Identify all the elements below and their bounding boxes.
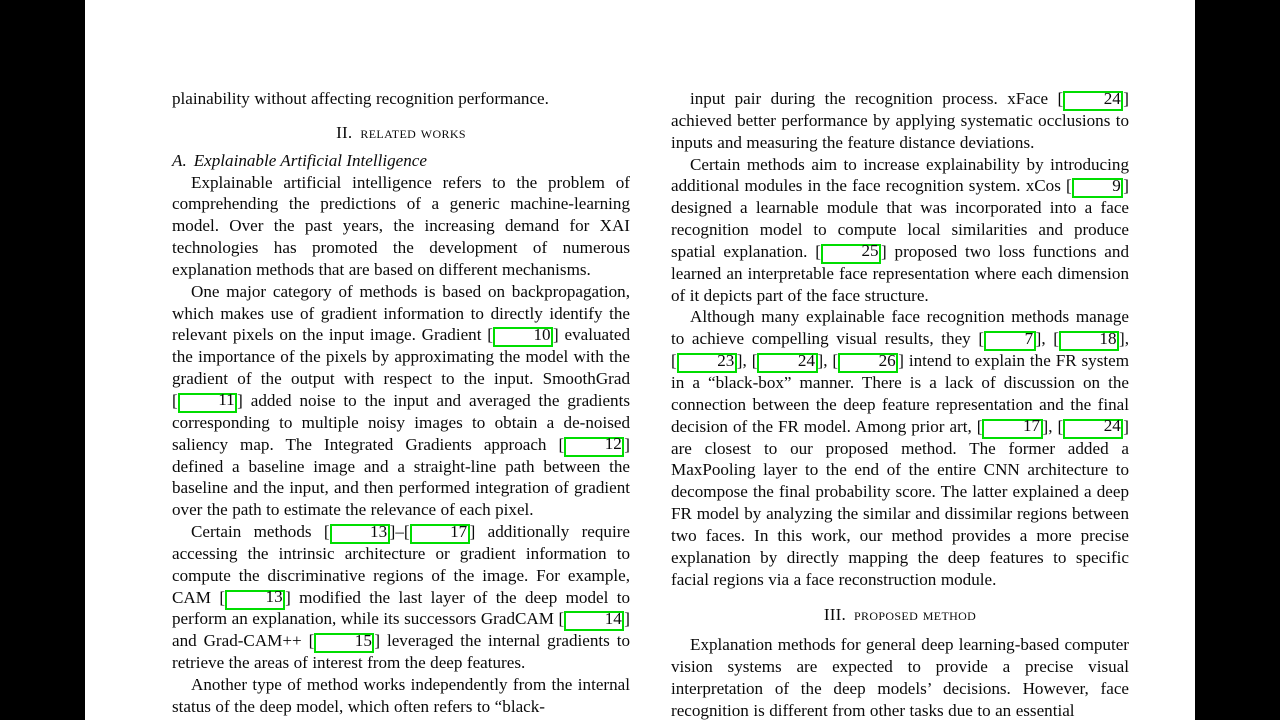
citation-bracket-close: ] [553,325,559,345]
paragraph-text-run: modified the last layer of the deep model to perform an explanation, while its successors GradCAM [172,587,630,629]
citation-bracket-open: [ [558,609,565,629]
paragraph-text-run: are closest to our proposed method. The former added a MaxPooling layer to the end of the entire CNN architecture to decompose the final probability score. The latter explained a deep FR model by analyzing the similar and dissimilar regions between two faces. In this work, our method provides a more precise explanation by directly mapping the deep features to specific facial regions via a face reconstruction module. [671,438,1129,589]
section-title: proposed method [853,605,977,625]
citation-bracket-close: ] [736,351,743,371]
citation-link-24[interactable] [1063,416,1123,439]
paragraph-text-run: proposed two loss functions and learned an interpretable face representation where each dimension of it depicts part of the face structure. [671,241,1129,305]
citation-bracket-close: ] [898,351,904,371]
right-column-paragraphs [671,88,1129,590]
citation-number: 13 [370,521,388,541]
section-number: III. [823,605,846,625]
citation-number: 15 [354,630,372,650]
section-number: II. [336,122,353,142]
left-column-paragraphs [172,172,630,718]
paragraph [172,172,630,281]
paragraph-text-run: , [1048,416,1058,436]
citation-bracket-open: [ [1053,329,1059,349]
citation-bracket-open: [ [558,434,565,454]
citation-number: 14 [604,608,622,628]
citation-bracket-close: ] [1123,176,1129,196]
citation-number: 26 [878,350,896,370]
paragraph [671,154,1129,307]
citation-bracket-close: ] [374,631,381,651]
section-heading-proposed-method [671,604,1129,626]
pdf-page-sheet [85,0,1195,720]
subsection-letter: A. [172,150,187,170]
paragraph-text-run: – [395,522,404,542]
section-title: related works [360,122,466,142]
paragraph-text-run: achieved better performance by applying systematic occlusions to inputs and measuring the feature distance deviations. [671,110,1129,152]
paragraph-text-run: evaluated the importance of the pixels by approximating the model with the gradient of the output with respect to the input. SmoothGrad [172,325,630,389]
citation-link-11[interactable] [178,390,237,413]
citation-bracket-close: ] [285,587,291,607]
citation-bracket-close: ] [237,390,243,410]
subsection-heading-xai [172,150,630,172]
citation-bracket-open: [ [815,241,821,261]
paragraph-text-run: added noise to the input and averaged the gradients corresponding to multiple noisy images to obtain a de-noised saliency map. The Integrated Gradients approach [172,390,630,454]
paragraph-text-run: Although many explainable face recognition methods manage to achieve compelling visual results, they [671,307,1129,349]
citation-link-24[interactable] [757,350,817,373]
citation-link-24[interactable] [1063,88,1123,111]
citation-bracket-open: [ [1066,176,1072,196]
citation-bracket-open: [ [751,351,758,371]
citation-bracket-open: [ [219,587,226,607]
citation-bracket-open: [ [976,416,983,436]
paragraph [172,521,630,674]
citation-number: 18 [1099,328,1117,348]
citation-number: 24 [1103,88,1121,108]
citation-bracket-close: ] [624,609,630,629]
citation-bracket-close: ] [624,434,630,454]
paragraph-text-run: Certain methods aim to increase explainability by introducing additional modules in the face recognition system. xCos [671,154,1129,196]
left-column [172,0,630,720]
paragraph-text-run: Explanation methods for general deep learning-based computer vision systems are expected to provide a precise visual interpretation of the deep models’ decisions. However, face recognition is different from other tasks due to an essential [671,635,1129,720]
citation-bracket-close: ] [1123,416,1129,436]
citation-bracket-close: ] [817,351,824,371]
two-column-body [172,0,1195,720]
paragraph [172,674,630,718]
paragraph-text-run: , [1041,329,1054,349]
citation-number: 24 [1103,416,1121,436]
paragraph-text-run: Certain methods [191,522,324,542]
citation-link-9[interactable] [1072,175,1124,198]
citation-number: 23 [717,350,735,370]
citation-bracket-open: [ [671,351,677,371]
paragraph-text-run: , [1124,329,1129,349]
citation-bracket-open: [ [487,325,493,345]
section-heading-related-works [172,122,630,144]
citation-link-13[interactable] [330,521,390,544]
citation-bracket-open: [ [978,329,985,349]
paragraph [671,88,1129,154]
paragraph [671,634,1129,720]
citation-bracket-open: [ [323,522,330,542]
citation-link-7[interactable] [984,328,1036,351]
paragraph-text-run: leveraged the internal gradients to retrieve the areas of interest from the deep features. [172,631,631,673]
citation-number: 11 [218,390,235,410]
citation-bracket-close: ] [469,522,476,542]
citation-number: 24 [797,350,815,370]
citation-number: 12 [604,434,622,454]
paragraph-text-run: Another type of method works independently from the internal status of the deep model, which often refers to “black- [172,674,630,716]
paragraph-text-run: and Grad-CAM++ [172,631,309,651]
paragraph-text-run: additionally require accessing the intrinsic architecture or gradient information to compute the discriminative regions of the image. For example, CAM [172,522,630,607]
paragraph-text-run: designed a learnable module that was incorporated into a face recognition model to compute local similarities and produce spatial explanation. [671,198,1129,261]
citation-bracket-close: ] [1119,329,1125,349]
citation-bracket-open: [ [832,351,839,371]
citation-bracket-open: [ [1057,416,1064,436]
citation-number: 17 [1022,416,1041,436]
citation-bracket-close: ] [1042,416,1049,436]
citation-link-25[interactable] [821,241,881,264]
citation-bracket-close: ] [1123,89,1129,108]
citation-bracket-open: [ [403,522,410,542]
citation-bracket-open: [ [172,390,178,410]
paragraph-text-run: input pair during the recognition process. xFace [690,89,1058,108]
citation-link-15[interactable] [314,630,374,653]
paragraph-text-run: intend to explain the FR system in a “black-box” manner. There is a lack of discussion on the connection between the deep feature representation and the final decision of the FR model. Among prior art, [671,351,1130,436]
paragraph-text-run: defined a baseline image and a straight-line path between the baseline and the input, and then performed integration of gradient over the path to estimate the relevance of each pixel. [172,456,630,520]
citation-bracket-close: ] [1035,329,1042,349]
citation-link-10[interactable] [493,324,553,347]
carryover-line: plainability without affecting recognition performance. [172,89,549,108]
citation-link-13[interactable] [225,587,285,610]
right-column [671,0,1129,720]
citation-bracket-open: [ [308,631,315,651]
paragraph-text-run: , [742,351,752,371]
paragraph-text-run: One major category of methods is based on backpropagation, which makes use of gradient information to directly identify the relevant pixels on the input image. Gradient [172,281,630,345]
citation-link-18[interactable] [1059,328,1119,351]
subsection-title: Explainable Artificial Intelligence [193,150,427,170]
citation-number: 9 [1112,175,1121,195]
citation-number: 10 [533,324,551,344]
proposed-method-intro-paragraph [671,634,1129,720]
citation-bracket-close: ] [389,522,396,542]
citation-link-26[interactable] [838,350,898,373]
citation-number: 13 [265,587,283,607]
paragraph [172,281,630,521]
paragraph-text-run: Explainable artificial intelligence refers to the problem of comprehending the predictions of a generic machine-learning model. Over the past years, the increasing demand for XAI technologies has promoted the development of numerous explanation methods that are based on different mechanisms. [172,172,630,279]
citation-link-14[interactable] [564,608,624,631]
paragraph [671,306,1129,590]
citation-link-12[interactable] [564,434,624,457]
citation-number: 7 [1024,328,1034,348]
citation-bracket-open: [ [1057,89,1064,108]
citation-link-17[interactable] [410,521,470,544]
citation-link-17[interactable] [982,416,1042,439]
citation-number: 25 [861,241,879,261]
citation-bracket-close: ] [881,241,887,261]
paragraph-text-run: , [823,351,833,371]
citation-link-23[interactable] [677,350,737,373]
citation-number: 17 [450,521,468,541]
